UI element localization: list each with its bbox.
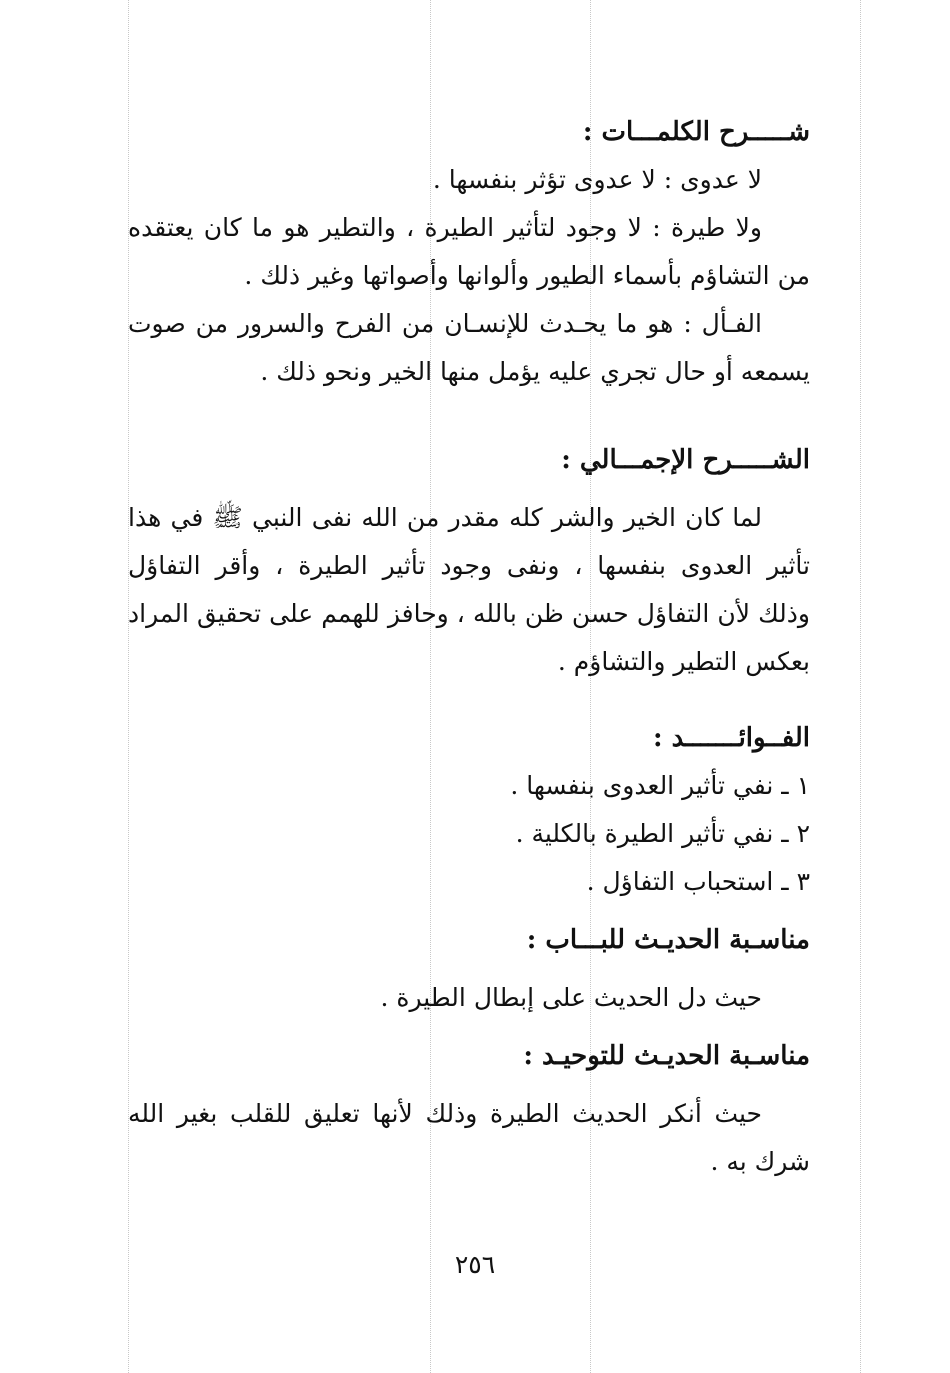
page-body: [128, 108, 810, 1186]
page-number: ٢٥٦: [454, 1250, 496, 1279]
scan-artifact-line: [860, 0, 861, 1373]
paragraph-line: يسمعه أو حال تجري عليه يؤمل منها الخير ونحو ذلك .: [260, 357, 810, 386]
paragraph-line: حيث أنكر الحديث الطيرة وذلك لأنها تعليق للقلب بغير الله: [128, 1099, 762, 1128]
paragraph-line: ولا طيرة : لا وجود لتأثير الطيرة ، والتطير هو ما كان يعتقده: [128, 213, 762, 242]
list-item: ٢ ـ نفي تأثير الطيرة بالكلية .: [515, 819, 810, 848]
paragraph-line: لا عدوى : لا عدوى تؤثر بنفسها .: [432, 165, 762, 194]
paragraph-line: حيث دل الحديث على إبطال الطيرة .: [380, 983, 762, 1012]
list-item: ٣ ـ استحباب التفاؤل .: [586, 867, 810, 896]
paragraph-line: شرك به .: [710, 1147, 810, 1176]
paragraph-line: وذلك لأن التفاؤل حسن ظن بالله ، وحافز للهمم على تحقيق المراد: [128, 599, 810, 628]
heading-relevance-chapter: مناسـبة الحديـث للبـــاب :: [526, 925, 810, 955]
paragraph-line: الفـأل : هو ما يحـدث للإنسـان من الفرح والسرور من صوت: [128, 309, 762, 338]
heading-general-explanation: الشـــــرح الإجمـــالي :: [561, 445, 810, 475]
list-item: ١ ـ نفي تأثير العدوى بنفسها .: [510, 771, 810, 800]
paragraph-line: بعكس التطير والتشاؤم .: [557, 647, 810, 676]
heading-benefits: الفــوائـــــــد :: [652, 723, 810, 753]
paragraph-line: من التشاؤم بأسماء الطيور وألوانها وأصواتها وغير ذلك .: [244, 261, 810, 290]
paragraph-line: لما كان الخير والشر كله مقدر من الله نفى النبي ﷺ في هذا: [128, 503, 762, 532]
heading-word-explanations: شـــــرح الكلمـــات :: [582, 117, 810, 147]
paragraph-line: تأثير العدوى بنفسها ، ونفى وجود تأثير الطيرة ، وأقر التفاؤل: [128, 551, 810, 580]
heading-relevance-tawhid: مناسـبة الحديـث للتوحيـد :: [523, 1041, 810, 1071]
